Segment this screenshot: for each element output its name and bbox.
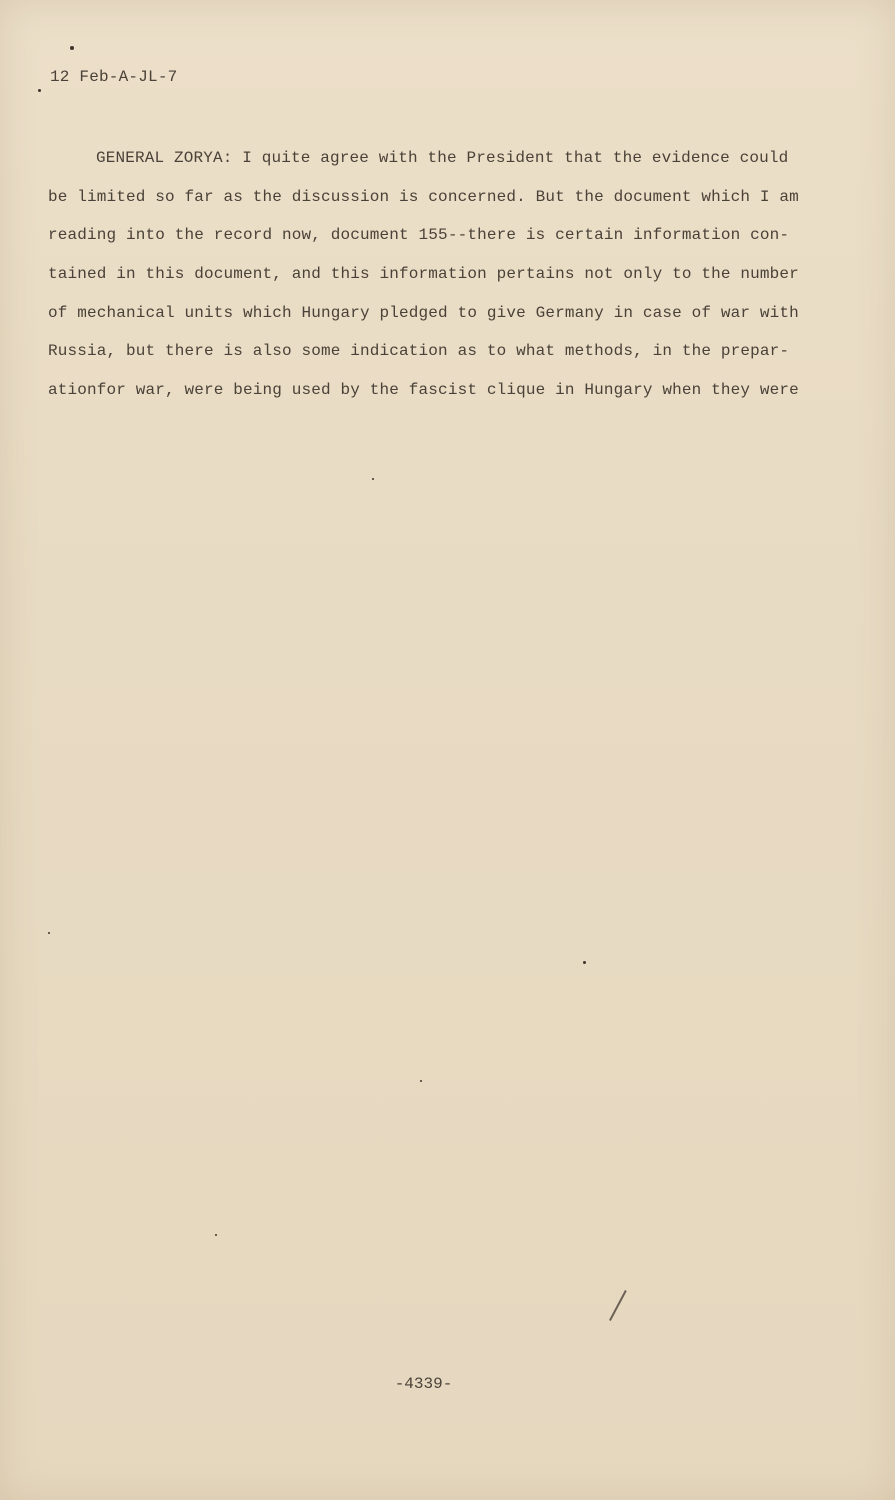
text-line: reading into the record now, document 155--there is certain information con- <box>48 226 790 245</box>
text-line: of mechanical units which Hungary pledged to give Germany in case of war with <box>48 303 799 322</box>
text-line: GENERAL ZORYA: I quite agree with the President that the evidence could <box>96 149 789 167</box>
text-line: be limited so far as the discussion is concerned. But the document which I am <box>48 187 799 206</box>
transcript-paragraph <box>48 139 818 410</box>
page-number: -4339- <box>394 1375 453 1393</box>
ink-speck <box>48 932 50 934</box>
ink-speck <box>70 46 74 50</box>
ink-speck <box>38 89 41 92</box>
ink-speck <box>420 1080 422 1082</box>
page-identifier: 12 Feb-A-JL-7 <box>50 68 178 86</box>
text-line: ationfor war, were being used by the fascist clique in Hungary when they were <box>48 381 799 400</box>
text-line: Russia, but there is also some indication as to what methods, in the prepar- <box>48 342 790 361</box>
ink-speck <box>372 478 374 480</box>
pencil-mark <box>609 1290 627 1321</box>
ink-speck <box>583 961 586 964</box>
ink-speck <box>215 1234 217 1236</box>
text-line: tained in this document, and this information pertains not only to the number <box>48 265 799 284</box>
